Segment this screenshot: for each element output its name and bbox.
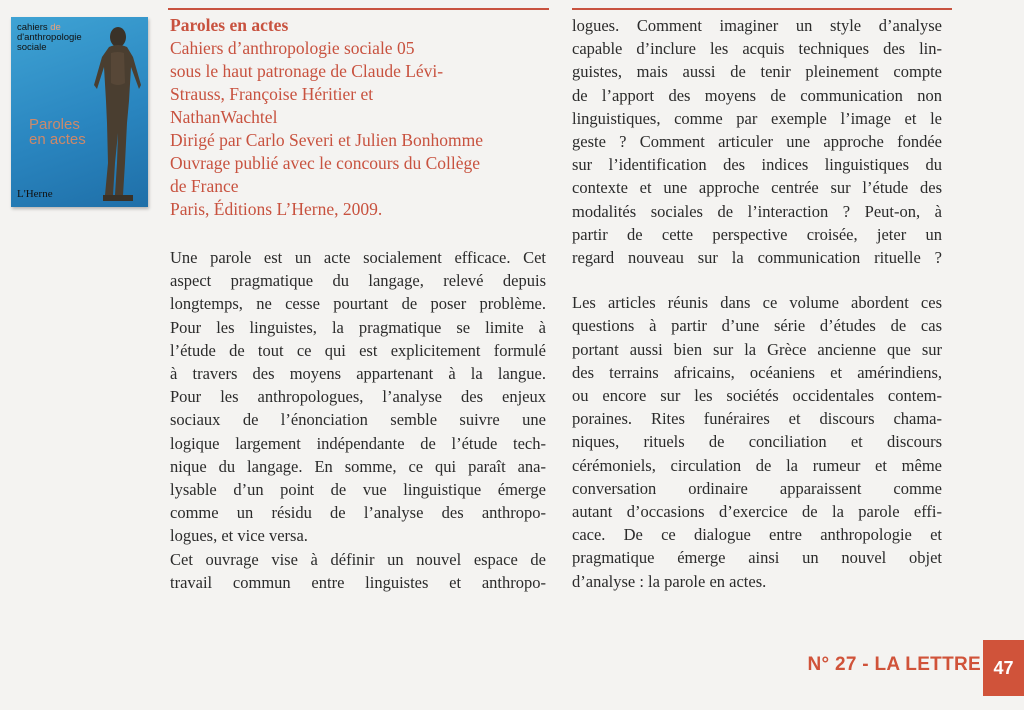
- text-line: Pour les linguistes, la pragmatique se limite à: [170, 317, 546, 337]
- paragraph: [572, 291, 942, 593]
- text-line: conversation ordinaire apparaissent comme: [572, 478, 942, 498]
- paragraph: [170, 246, 546, 548]
- text-line: modalités sociales de l’interaction ? Peut-on, à: [572, 201, 942, 221]
- book-reference-line: NathanWachtel: [170, 107, 278, 127]
- paragraph: [170, 548, 546, 594]
- text-line: sur l’identification des indices linguistiques du: [572, 155, 942, 175]
- text-line: cace. De ce dialogue entre anthropologie et: [572, 525, 942, 545]
- text-line: poraines. Rites funéraires et discours chama-: [572, 409, 942, 429]
- text-line: logues, et vice versa.: [170, 526, 308, 546]
- header-rule-left: [168, 8, 549, 10]
- text-line: des terrains africains, océaniens et amérindiens,: [572, 362, 942, 382]
- text-line: Cet ouvrage vise à définir un nouvel espace de: [170, 549, 546, 569]
- text-column-right: [572, 14, 942, 593]
- cover-series-line-1: cahiers: [17, 22, 48, 33]
- book-reference-line: Dirigé par Carlo Severi et Julien Bonhomme: [170, 130, 483, 150]
- text-line: geste ? Comment articuler une approche fondée: [572, 132, 942, 152]
- cover-publisher: L'Herne: [17, 188, 53, 200]
- header-rule-right: [572, 8, 952, 10]
- text-line: capable d’inclure les acquis techniques des lin-: [572, 39, 942, 59]
- text-line: guistes, mais aussi de tenir pleinement compte: [572, 62, 942, 82]
- book-reference-line: Strauss, Françoise Héritier et: [170, 84, 374, 104]
- footer-label: N° 27 - LA LETTRE: [807, 654, 981, 675]
- text-line: travail commun entre linguistes et anthropo-: [170, 572, 546, 592]
- book-cover: [11, 17, 148, 207]
- paragraph: [572, 14, 942, 269]
- text-line: contexte et une approche centrée sur l’étude des: [572, 178, 942, 198]
- text-line: lysable d’un point de vue linguistique émerge: [170, 480, 546, 500]
- text-line: Pour les anthropologues, l’analyse des enjeux: [170, 387, 546, 407]
- text-line: nique du langage. En somme, ce qui paraît ana-: [170, 456, 546, 476]
- book-reference-line: Paris, Éditions L’Herne, 2009.: [170, 199, 383, 219]
- text-line: portant aussi bien sur la Grèce ancienne que sur: [572, 339, 942, 359]
- text-line: cérémoniels, circulation de la rumeur et même: [572, 455, 942, 475]
- text-line: linguistiques, comme par exemple l’image et le: [572, 108, 942, 128]
- text-line: d’analyse : la parole en actes.: [572, 571, 767, 591]
- text-line: Une parole est un acte socialement efficace. Cet: [170, 248, 546, 267]
- text-line: autant d’occasions d’exercice de la parole effi-: [572, 502, 942, 522]
- text-line: comme un résidu de l’analyse des anthropo-: [170, 503, 546, 523]
- text-line: pragmatique émerge ainsi un nouvel objet: [572, 548, 942, 568]
- text-line: Les articles réunis dans ce volume abordent ces: [572, 293, 942, 313]
- text-line: logique largement indépendante de l’étude tech-: [170, 433, 546, 453]
- cover-series-name: [17, 23, 87, 53]
- text-column-left: [170, 246, 546, 594]
- statue-image: [89, 23, 147, 203]
- cover-series-line-2: d'anthropologie: [17, 32, 82, 43]
- text-line: regard nouveau sur la communication rituelle ?: [572, 248, 942, 268]
- text-line: à travers des moyens appartenant à la langue.: [170, 364, 546, 384]
- page-number: 47: [983, 640, 1024, 696]
- book-reference-line: Cahiers d’anthropologie sociale 05: [170, 38, 415, 58]
- text-line: aspect pragmatique du langage, relevé depuis: [170, 271, 546, 291]
- text-line: niques, rituels de conciliation et discours: [572, 432, 942, 452]
- text-line: questions à partir d’une série d’études de cas: [572, 316, 942, 336]
- book-reference-line: de France: [170, 176, 239, 196]
- text-line: l’étude de tout ce qui est explicitement formulé: [170, 340, 546, 360]
- text-line: logues. Comment imaginer un style d’analyse: [572, 16, 942, 35]
- cover-series-tail: de: [47, 22, 61, 33]
- book-reference-line: sous le haut patronage de Claude Lévi-: [170, 61, 444, 81]
- book-reference-line: Ouvrage publié avec le concours du Collège: [170, 153, 481, 173]
- cover-title: Paroles en actes: [29, 116, 86, 148]
- text-line: de l’apport des moyens de communication non: [572, 85, 942, 105]
- text-line: ou encore sur les sociétés occidentales contem-: [572, 386, 942, 406]
- cover-series-line-3: sociale: [17, 42, 47, 53]
- book-title: Paroles en actes: [170, 15, 289, 35]
- text-line: longtemps, ne cesse pourtant de poser problème.: [170, 294, 546, 314]
- book-reference: [170, 14, 550, 221]
- text-line: sociaux de l’énonciation semble suivre une: [170, 410, 546, 430]
- text-line: partir de cette perspective croisée, jeter un: [572, 224, 942, 244]
